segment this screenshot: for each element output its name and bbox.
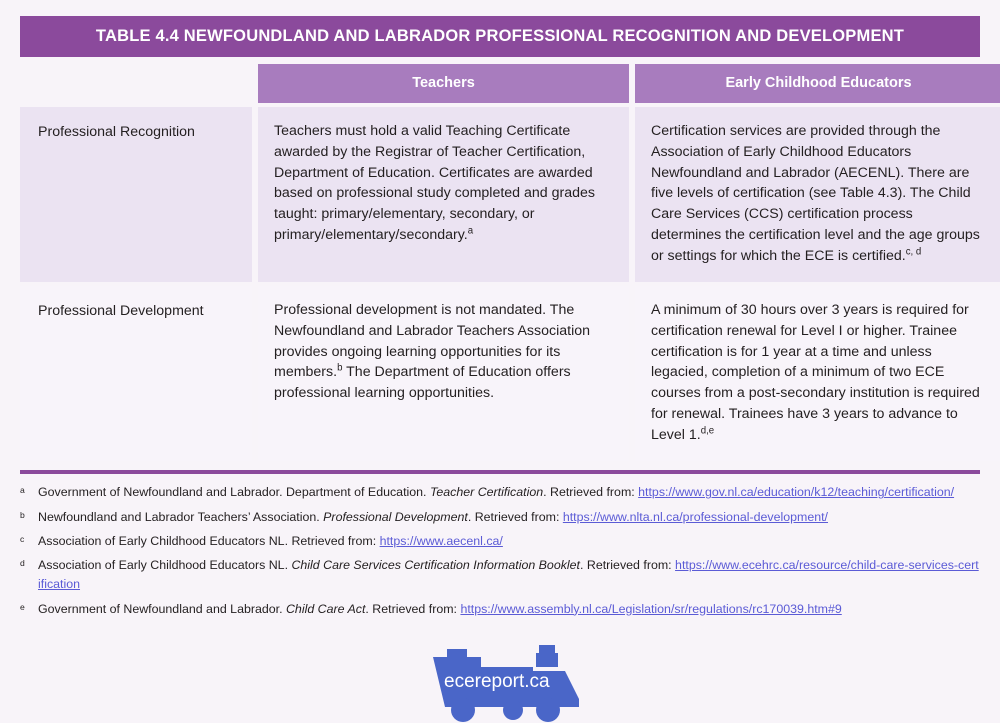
footnote-prefix: Association of Early Childhood Educators NL. xyxy=(38,558,292,573)
cell-text: Teachers must hold a valid Teaching Certificate awarded by the Registrar of Teacher Certification, Department of Education. Certificates are awarded based on professional study completed and grades taught: primary/elementary, secondary, or primary/elementary/secondary. xyxy=(274,123,596,243)
footnote-title: Child Care Act xyxy=(285,601,366,616)
footnote-item xyxy=(20,508,980,527)
footnote-item xyxy=(20,600,980,619)
train-locomotive-icon xyxy=(421,637,579,723)
footnote-prefix: Association of Early Childhood Educators NL. Retrieved from: xyxy=(38,533,380,548)
footnote-link[interactable]: https://www.nlta.nl.ca/professional-development/ xyxy=(562,509,829,524)
footnote-prefix: Government of Newfoundland and Labrador. Department of Education. xyxy=(38,485,430,500)
footnote-prefix: Newfoundland and Labrador Teachers’ Association. xyxy=(38,509,324,524)
column-header-early-childhood-educators: Early Childhood Educators xyxy=(635,64,1000,103)
footnote-text xyxy=(38,556,980,594)
footnote-marker: e xyxy=(20,601,25,612)
table-header-row xyxy=(20,64,1000,103)
row-label-professional-recognition: Professional Recognition xyxy=(20,107,252,282)
table-title: TABLE 4.4 NEWFOUNDLAND AND LABRADOR PROFESSIONAL RECOGNITION AND DEVELOPMENT xyxy=(20,16,980,57)
cell-text: A minimum of 30 hours over 3 years is required for certification renewal for Level I or higher. Trainee certification is for 1 year at a time and unless legacied, completion of a minimum of two ECE courses from a post-secondary institution is required for renewal. Trainees have 3 years to advance to Level 1. xyxy=(651,302,980,443)
footnote-suffix: . Retrieved from: xyxy=(580,558,676,573)
footnote-suffix: . Retrieved from: xyxy=(467,509,563,524)
cell-text: Certification services are provided through the Association of Early Childhood Educators Newfoundland and Labrador (AECENL). There are five levels of certification (see Table 4.3). The Child Care Services (CCS) certification process determines the certification level and the age groups or settings for which the ECE is certified. xyxy=(651,123,980,264)
row-label-professional-development: Professional Development xyxy=(20,286,252,461)
table-row xyxy=(20,107,1000,282)
footnote-item xyxy=(20,532,980,551)
column-header-teachers: Teachers xyxy=(258,64,629,103)
footnote-marker: c xyxy=(20,533,25,544)
footnote-item xyxy=(20,556,980,594)
cell-recognition-teachers xyxy=(258,107,629,282)
footnotes-list xyxy=(20,483,980,618)
footnote-text xyxy=(38,600,980,619)
footnote-ref[interactable]: b xyxy=(337,362,343,374)
footnote-suffix: . Retrieved from: xyxy=(365,601,461,616)
cell-text: Professional development is not mandated. The Newfoundland and Labrador Teachers Association provides ongoing learning opportunities for its members. xyxy=(274,302,591,381)
footnote-marker: a xyxy=(20,485,25,496)
comparison-table xyxy=(14,64,1000,461)
cell-development-teachers xyxy=(258,286,629,461)
footnote-suffix: . Retrieved from: xyxy=(543,485,639,500)
footnote-ref[interactable]: c, d xyxy=(905,245,922,257)
footnote-text xyxy=(38,532,980,551)
footnote-link[interactable]: https://www.assembly.nl.ca/Legislation/sr/regulations/rc170039.htm#9 xyxy=(460,601,842,616)
footnote-ref[interactable]: d,e xyxy=(700,424,715,436)
footnote-text xyxy=(38,483,980,502)
cell-text-continued: The Department of Education offers professional learning opportunities. xyxy=(274,364,571,402)
site-logo[interactable] xyxy=(20,637,980,723)
footnote-title: Teacher Certification xyxy=(429,485,544,500)
table-row xyxy=(20,286,1000,461)
footnote-link[interactable]: https://www.aecenl.ca/ xyxy=(379,533,503,548)
cell-recognition-ece xyxy=(635,107,1000,282)
footnote-link[interactable]: https://www.gov.nl.ca/education/k12/teaching/certification/ xyxy=(638,485,955,500)
footnote-title: Professional Development xyxy=(323,509,468,524)
footnote-marker: d xyxy=(20,558,25,569)
footnote-ref[interactable]: a xyxy=(467,225,474,237)
footnote-text xyxy=(38,508,980,527)
footnote-marker: b xyxy=(20,509,25,520)
footnote-title: Child Care Services Certification Information Booklet xyxy=(291,558,581,573)
footnote-item xyxy=(20,483,980,502)
logo-text: ecereport.ca xyxy=(444,670,550,692)
footnote-prefix: Government of Newfoundland and Labrador. xyxy=(38,601,286,616)
footnote-link[interactable]: https://www.ecehrc.ca/resource/child-care-services-certification xyxy=(38,558,979,592)
footnotes-divider xyxy=(20,470,980,474)
cell-development-ece xyxy=(635,286,1000,461)
column-header-blank xyxy=(20,64,252,103)
